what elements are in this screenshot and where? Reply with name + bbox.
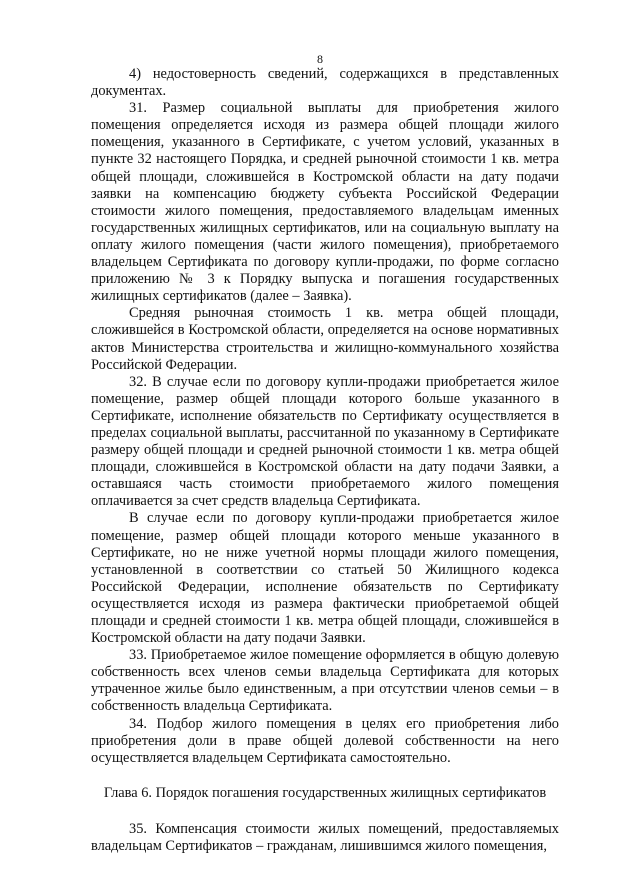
document-body [91,66,559,855]
paragraph-32: 32. В случае если по договору купли-продажи приобретается жилое помещение, размер общей площади которого больше указанного в Сертификате, исполнение обязательств по Сертификату осуществляется в пределах социальной выплаты, рассчитанной по указанному в Сертификате размеру общей площади и средней рыночной стоимости 1 кв. метра общей площади, сложившейся в Костромской области на дату подачи Заявки, а оставшаяся часть стоимости приобретаемого жилого помещения оплачивается за счет средств владельца Сертификата. [91,373,559,510]
paragraph-35: 35. Компенсация стоимости жилых помещений, предоставляемых владельцам Сертификатов – гражданам, лишившимся жилого помещения, [91,820,559,855]
paragraph-item-4: 4) недостоверность сведений, содержащихся в представленных документах. [91,66,559,100]
paragraph-32-smaller-area: В случае если по договору купли-продажи приобретается жилое помещение, размер общей площади которого меньше указанного в Сертификате, но не ниже учетной нормы площади жилого помещения, установленной в соответствии со статьей 50 Жилищного кодекса Российской Федерации, исполнение обязательств по Сертификату осуществляется исходя из размера фактически приобретаемой общей площади и средней стоимости 1 кв. метра общей площади, сложившейся в Костромской области на дату подачи Заявки. [91,510,559,647]
paragraph-34: 34. Подбор жилого помещения в целях его приобретения либо приобретения доли в праве общей долевой собственности на него осуществляется владельцем Сертификата самостоятельно. [91,715,559,766]
paragraph-31: 31. Размер социальной выплаты для приобретения жилого помещения определяется исходя из размера общей площади жилого помещения, указанного в Сертификате, с учетом условий, указанных в пункте 32 настоящего Порядка, и средней рыночной стоимости 1 кв. метра общей площади, сложившейся в Костромской области на дату подачи заявки на компенсацию бюджету субъекта Российской Федерации стоимости жилого помещения, предоставляемого владельцам именных государственных жилищных сертификатов, или на социальную выплату на оплату жилого помещения (части жилого помещения), приобретаемого владельцем Сертификата по договору купли-продажи, по форме согласно приложению № 3 к Порядку выпуска и погашения государственных жилищных сертификатов (далее – Заявка). [91,100,559,305]
page-number: 8 [317,52,323,66]
paragraph-33: 33. Приобретаемое жилое помещение оформляется в общую долевую собственность всех членов семьи владельца Сертификата для которых утраченное жилье было единственным, а при отсутствии членов семьи – в собственность владельца Сертификата. [91,647,559,715]
paragraph-average-price: Средняя рыночная стоимость 1 кв. метра общей площади, сложившейся в Костромской области, определяется на основе нормативных актов Министерства строительства и жилищно-коммунального хозяйства Российской Федерации. [91,305,559,373]
chapter-heading: Глава 6. Порядок погашения государственных жилищных сертификатов [103,784,547,801]
